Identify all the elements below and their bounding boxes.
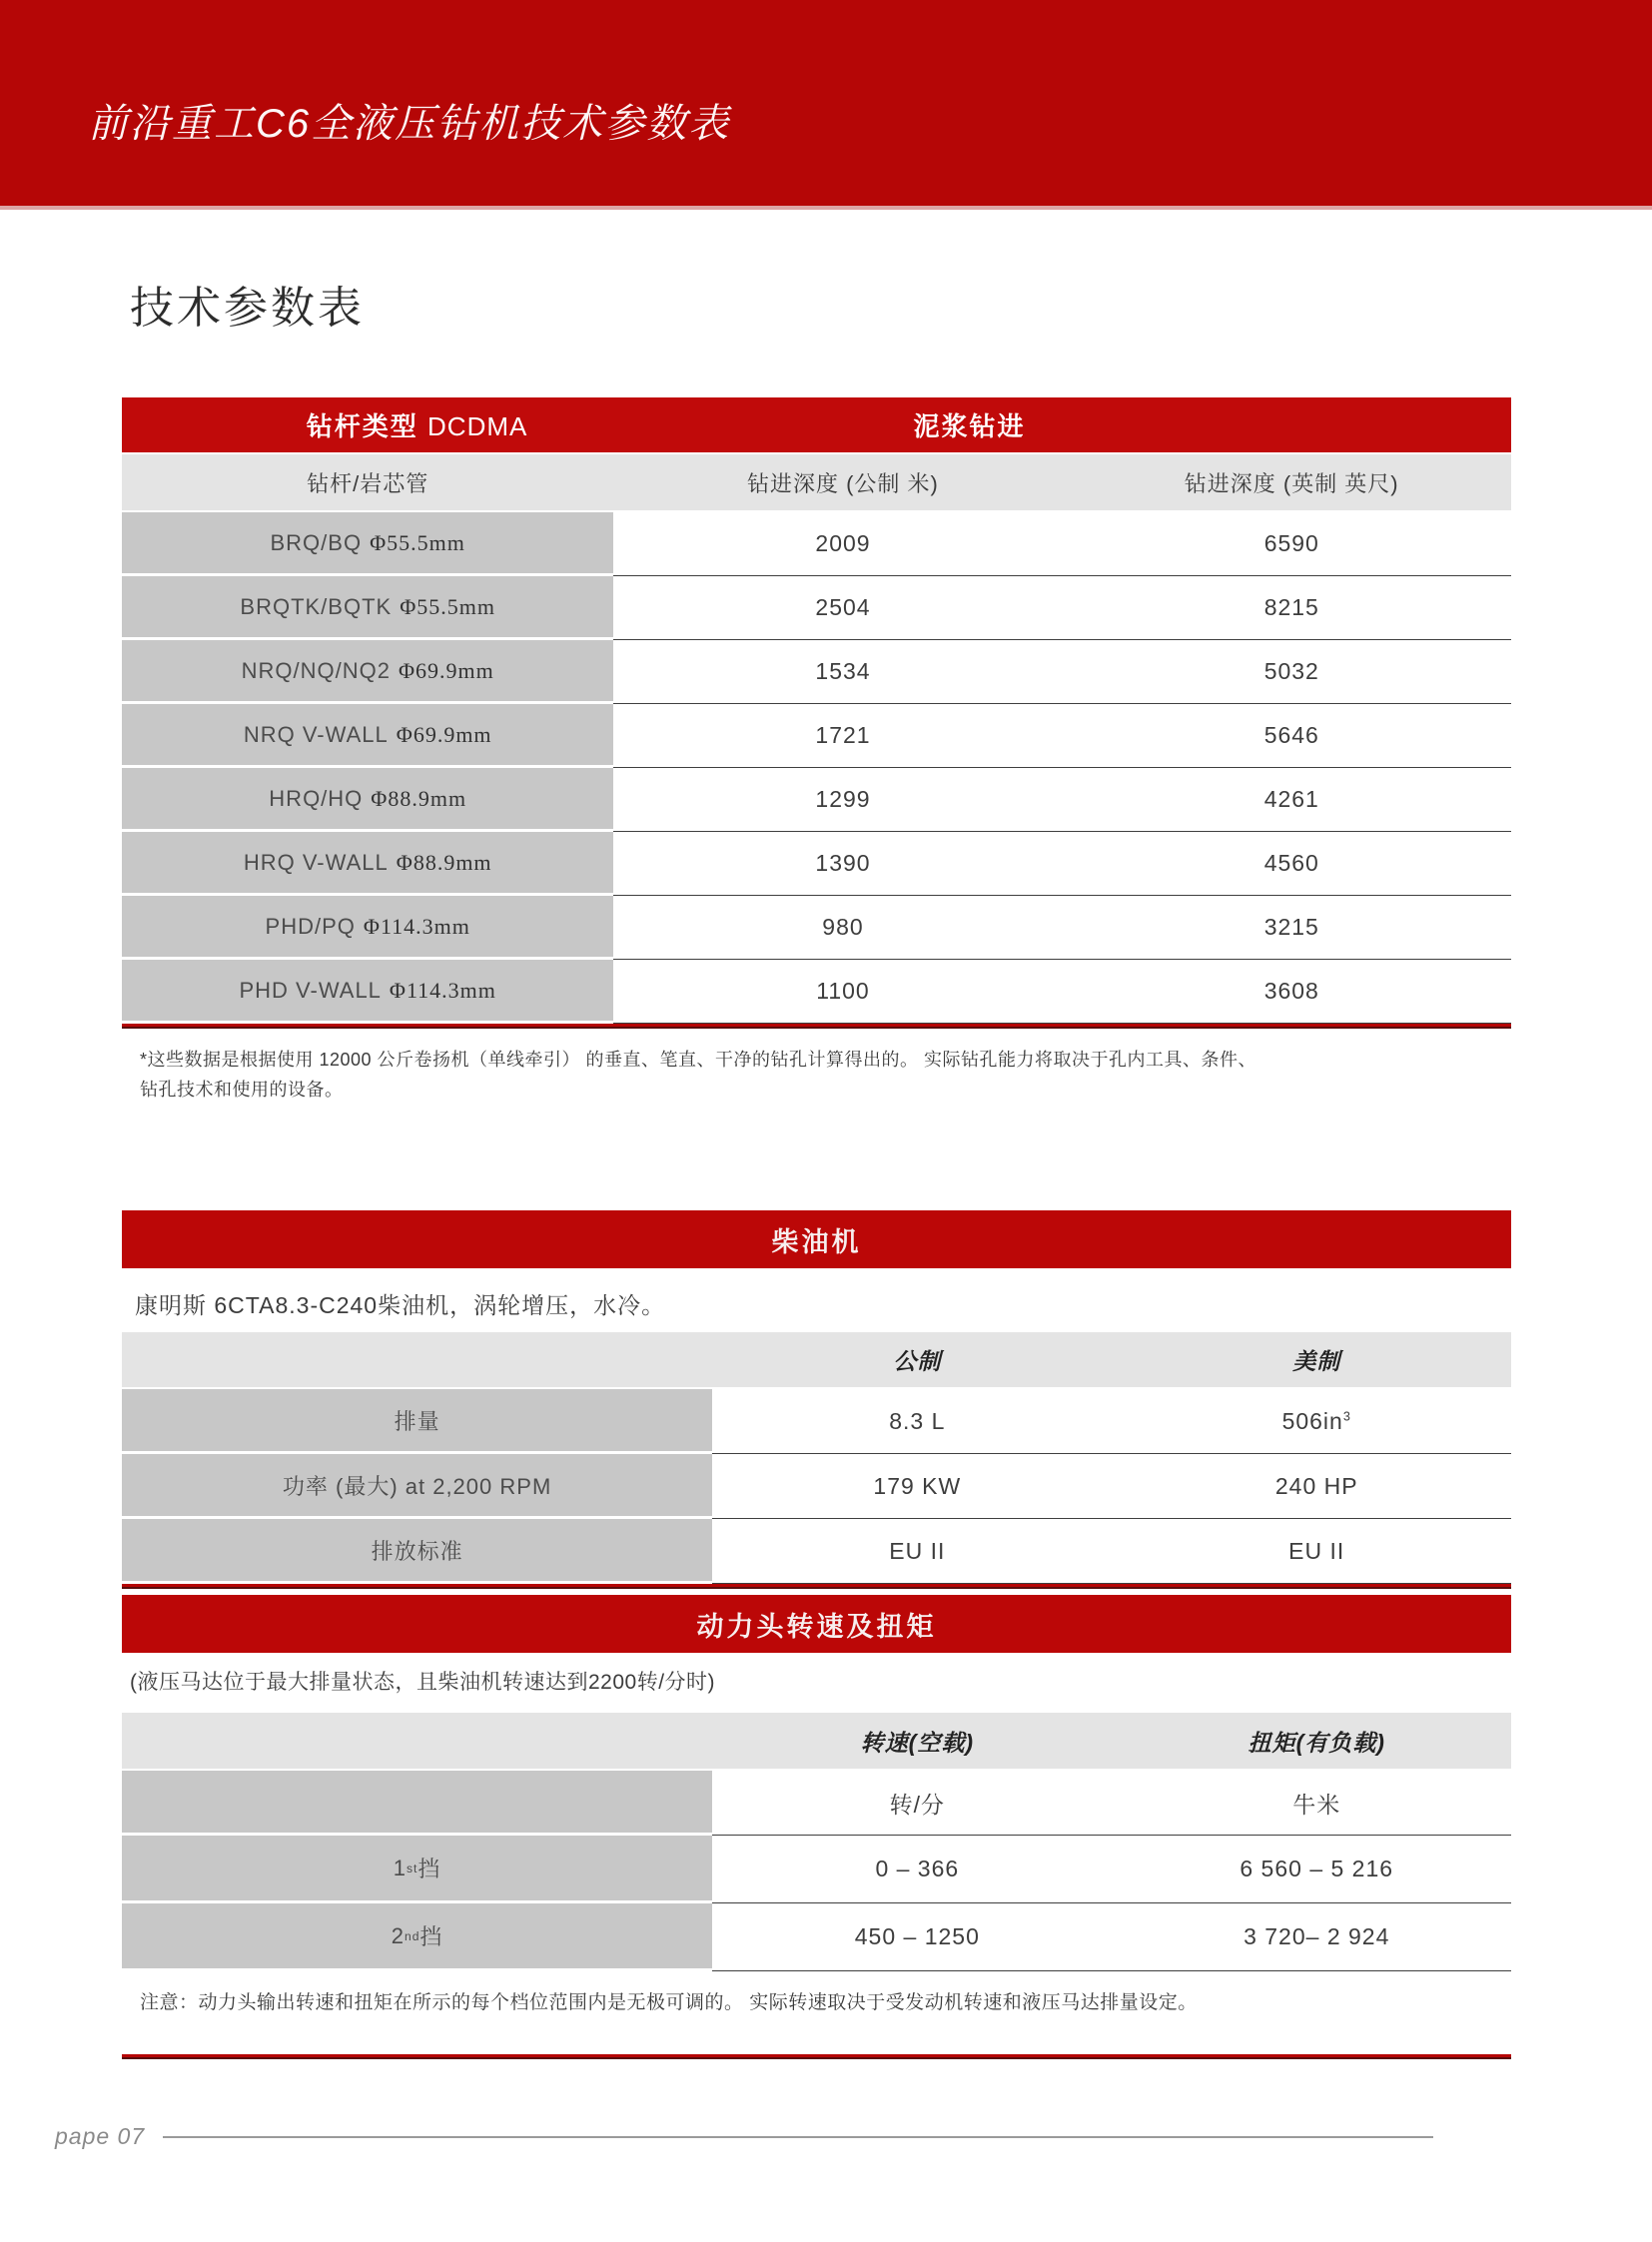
row-values bbox=[613, 704, 1511, 768]
depth-imperial: 5646 bbox=[1263, 722, 1319, 748]
depth-imperial: 5032 bbox=[1263, 658, 1319, 684]
page-header-banner bbox=[0, 0, 1652, 210]
powerhead-condition: (液压马达位于最大排量状态，且柴油机转速达到2200转/分时) bbox=[130, 1671, 716, 1694]
powerhead-banner: 动力头转速及扭矩 bbox=[122, 1595, 1511, 1653]
depth-imperial: 4560 bbox=[1263, 850, 1319, 876]
table-row bbox=[122, 1836, 1511, 1903]
gear-number: 1 bbox=[393, 1855, 407, 1880]
rod-size: Φ55.5mm bbox=[370, 529, 465, 555]
table-row bbox=[122, 1519, 1511, 1584]
table-row bbox=[122, 832, 1511, 896]
table-row bbox=[122, 576, 1511, 640]
engine-colhead-metric: 公制 bbox=[893, 1348, 942, 1374]
depth-metric: 1534 bbox=[815, 658, 871, 684]
gear-ordinal-sup: nd bbox=[404, 1928, 420, 1943]
page-footer bbox=[55, 2123, 1433, 2150]
powerhead-colhead-speed: 转速(空载) bbox=[860, 1729, 974, 1756]
row-label: 排放标准 bbox=[122, 1519, 712, 1584]
row-label: 排量 bbox=[122, 1389, 712, 1454]
footer-rule bbox=[163, 2136, 1433, 2138]
powerhead-colhead-torque: 扭矩(有负载) bbox=[1247, 1729, 1385, 1756]
table-row bbox=[122, 640, 1511, 704]
torque-range: 6 560 – 5 216 bbox=[1239, 1856, 1394, 1881]
powerhead-section bbox=[122, 1595, 1511, 2059]
rod-size: Φ114.3mm bbox=[389, 977, 496, 1003]
table-bottom-rule bbox=[122, 1584, 1511, 1589]
gear-label bbox=[122, 1836, 712, 1903]
header-type-latin: DCDMA bbox=[427, 411, 528, 441]
units-row bbox=[122, 1771, 1511, 1836]
speed-range: 450 – 1250 bbox=[854, 1923, 980, 1949]
gear-suffix: 挡 bbox=[417, 1857, 441, 1881]
diesel-engine-banner: 柴油机 bbox=[122, 1210, 1511, 1268]
footnote-line: 钻孔技术和使用的设备。 bbox=[140, 1080, 344, 1100]
row-label bbox=[122, 960, 613, 1024]
row-label bbox=[122, 512, 613, 576]
table-row bbox=[122, 960, 1511, 1024]
table-row bbox=[122, 1903, 1511, 1971]
drill-table-footnote bbox=[140, 1045, 1511, 1105]
depth-metric: 2009 bbox=[815, 530, 871, 556]
row-values bbox=[613, 832, 1511, 896]
diesel-engine-section bbox=[122, 1210, 1511, 1589]
depth-metric: 1299 bbox=[815, 786, 871, 812]
row-label bbox=[122, 704, 613, 768]
engine-us-text: 240 HP bbox=[1274, 1472, 1358, 1499]
depth-metric: 1721 bbox=[815, 722, 871, 748]
rod-size: Φ88.9mm bbox=[371, 785, 467, 811]
row-label bbox=[122, 832, 613, 896]
drill-table-header bbox=[122, 397, 1511, 452]
engine-metric-value: EU II bbox=[889, 1537, 946, 1564]
powerhead-column-header bbox=[122, 1713, 1511, 1769]
row-values bbox=[712, 1389, 1511, 1454]
depth-metric: 2504 bbox=[815, 594, 871, 620]
drill-rod-table bbox=[122, 397, 1511, 1105]
row-values bbox=[613, 960, 1511, 1024]
row-label: 功率 (最大) at 2,200 RPM bbox=[122, 1454, 712, 1519]
table-row bbox=[122, 768, 1511, 832]
engine-us-value bbox=[1122, 1538, 1511, 1565]
depth-imperial: 3608 bbox=[1263, 978, 1319, 1004]
section-bottom-rule bbox=[122, 2054, 1511, 2059]
page-number: pape 07 bbox=[55, 2123, 146, 2149]
engine-us-value bbox=[1122, 1473, 1511, 1500]
speed-unit: 转/分 bbox=[889, 1791, 946, 1818]
drill-table-header-type bbox=[122, 406, 712, 443]
section-title: 技术参数表 bbox=[130, 284, 365, 333]
row-values bbox=[712, 1454, 1511, 1519]
rod-size: Φ88.9mm bbox=[396, 849, 492, 875]
engine-us-text: 506in bbox=[1281, 1407, 1343, 1434]
row-values bbox=[613, 896, 1511, 960]
table-row bbox=[122, 896, 1511, 960]
header-type-zh: 钻杆类型 bbox=[306, 411, 418, 441]
speed-range: 0 – 366 bbox=[875, 1856, 960, 1881]
engine-us-value bbox=[1122, 1408, 1511, 1435]
rod-size: Φ114.3mm bbox=[363, 913, 470, 939]
row-values bbox=[613, 512, 1511, 576]
engine-metric-value: 8.3 L bbox=[889, 1407, 946, 1434]
engine-us-sup: 3 bbox=[1342, 1408, 1351, 1423]
rod-name: PHD/PQ bbox=[265, 913, 356, 939]
row-values bbox=[712, 1519, 1511, 1584]
row-label bbox=[122, 640, 613, 704]
document-title: 前沿重工C6全液压钻机技术参数表 bbox=[88, 102, 731, 146]
table-row bbox=[122, 1454, 1511, 1519]
row-values bbox=[712, 1771, 1511, 1836]
engine-colhead-us: 美制 bbox=[1292, 1348, 1341, 1374]
row-label bbox=[122, 768, 613, 832]
table-bottom-rule bbox=[122, 1024, 1511, 1029]
table-row bbox=[122, 512, 1511, 576]
rod-name: BRQTK/BQTK bbox=[240, 593, 393, 619]
row-values bbox=[613, 768, 1511, 832]
rod-size: Φ55.5mm bbox=[400, 593, 495, 619]
subheader-depth-metric: 钻进深度 (公制 米) bbox=[746, 470, 939, 496]
table-row bbox=[122, 704, 1511, 768]
row-values bbox=[613, 640, 1511, 704]
rod-name: NRQ/NQ/NQ2 bbox=[241, 657, 391, 683]
gear-suffix: 挡 bbox=[419, 1924, 443, 1949]
depth-metric: 980 bbox=[822, 914, 864, 940]
rod-name: BRQ/BQ bbox=[270, 529, 363, 555]
row-values bbox=[712, 1903, 1511, 1971]
gear-ordinal-sup: st bbox=[406, 1861, 418, 1875]
engine-column-header bbox=[122, 1332, 1511, 1387]
depth-imperial: 6590 bbox=[1263, 530, 1319, 556]
powerhead-note: 注意：动力头输出转速和扭矩在所示的每个档位范围内是无极可调的。 实际转速取决于受发动机转速和液压马达排量设定。 bbox=[140, 1992, 1198, 2013]
depth-imperial: 3215 bbox=[1263, 914, 1319, 940]
engine-metric-value: 179 KW bbox=[873, 1472, 962, 1499]
footnote-line: *这些数据是根据使用 12000 公斤卷扬机（单线牵引） 的垂直、笔直、干净的钻孔计算得出的。 实际钻孔能力将取决于孔内工具、条件、 bbox=[140, 1050, 1257, 1070]
torque-range: 3 720– 2 924 bbox=[1243, 1923, 1390, 1949]
row-label bbox=[122, 576, 613, 640]
rod-name: NRQ V-WALL bbox=[243, 721, 389, 747]
row-values bbox=[712, 1836, 1511, 1903]
table-row bbox=[122, 1389, 1511, 1454]
row-label bbox=[122, 896, 613, 960]
depth-imperial: 8215 bbox=[1263, 594, 1319, 620]
depth-metric: 1100 bbox=[816, 978, 870, 1004]
subheader-rod-core: 钻杆/岩芯管 bbox=[307, 470, 429, 496]
depth-metric: 1390 bbox=[815, 850, 871, 876]
units-row-empty bbox=[122, 1771, 712, 1836]
rod-size: Φ69.9mm bbox=[398, 657, 494, 683]
torque-unit: 牛米 bbox=[1292, 1791, 1341, 1818]
engine-us-text: EU II bbox=[1288, 1537, 1345, 1564]
rod-name: HRQ/HQ bbox=[269, 785, 364, 811]
gear-label bbox=[122, 1903, 712, 1971]
rod-size: Φ69.9mm bbox=[396, 721, 492, 747]
rod-name: HRQ V-WALL bbox=[243, 849, 389, 875]
rod-name: PHD V-WALL bbox=[239, 977, 382, 1003]
depth-imperial: 4261 bbox=[1263, 786, 1319, 812]
drill-table-header-mud: 泥浆钻进 bbox=[913, 411, 1026, 441]
row-values bbox=[613, 576, 1511, 640]
engine-description: 康明斯 6CTA8.3-C240柴油机，涡轮增压，水冷。 bbox=[135, 1292, 666, 1318]
drill-table-subheader bbox=[122, 454, 1511, 510]
gear-number: 2 bbox=[391, 1922, 405, 1948]
subheader-depth-imperial: 钻进深度 (英制 英尺) bbox=[1184, 470, 1399, 496]
